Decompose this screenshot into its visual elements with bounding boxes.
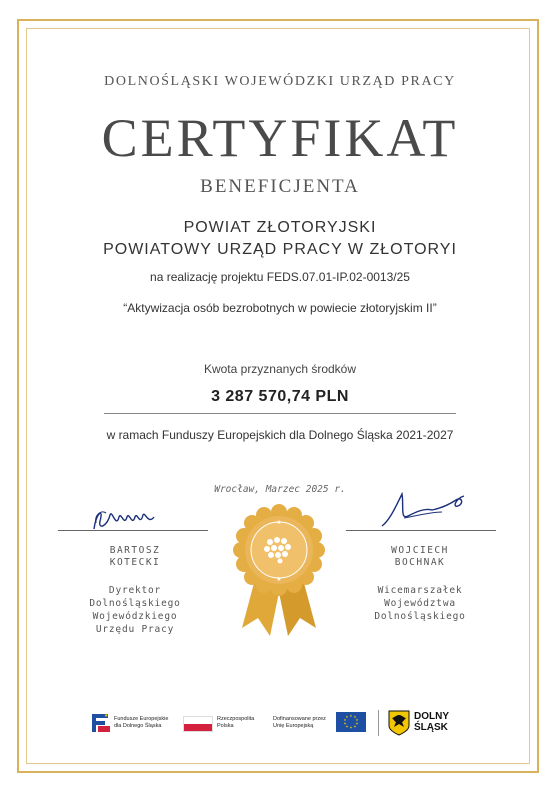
- certificate-subtitle: BENEFICJENTA: [200, 176, 360, 197]
- amount-value: 3 287 570,74 PLN: [211, 388, 349, 405]
- divider: [104, 413, 456, 414]
- dolny-slask-logo-text: [414, 711, 449, 733]
- svg-text:★: ★: [345, 724, 349, 729]
- svg-text:★: ★: [343, 718, 347, 722]
- right-signature-line: [346, 530, 496, 531]
- recipient-line-1: POWIAT ZŁOTORYJSKI: [183, 219, 377, 236]
- ue-line: Unię Europejską: [273, 722, 314, 729]
- right-role-line: Dolnośląskiego: [374, 611, 466, 622]
- left-role-line: Dolnośląskiego: [89, 598, 181, 609]
- left-role-line: Urzędu Pracy: [95, 624, 175, 635]
- fundusze-europejskie-logo-icon: [90, 710, 112, 734]
- svg-text:★: ★: [355, 718, 359, 722]
- fe-line: Fundusze Europejskie: [114, 716, 169, 722]
- svg-text:★: ★: [104, 713, 109, 719]
- rp-line: Polska: [217, 722, 234, 729]
- ds-line: DOLNY: [414, 711, 449, 722]
- ue-logo-text: [273, 716, 326, 729]
- left-signature-line: [58, 530, 208, 531]
- right-role-line: Województwa: [384, 598, 456, 609]
- svg-text:★: ★: [276, 577, 282, 583]
- svg-text:★: ★: [345, 715, 349, 719]
- svg-text:★: ★: [276, 520, 282, 526]
- eagle-crest-icon: [388, 710, 410, 736]
- svg-text:★: ★: [353, 724, 357, 729]
- left-signatory-name: [70, 545, 200, 569]
- recipient-line-2: POWIATOWY URZĄD PRACY W ZŁOTORYI: [103, 241, 457, 258]
- fe-line: dla Dolnego Śląska: [114, 722, 162, 729]
- svg-text:★: ★: [353, 715, 357, 719]
- left-role-line: Wojewódzkiego: [92, 611, 178, 622]
- ds-line: ŚLĄSK: [414, 722, 448, 733]
- project-title: “Aktywizacja osób bezrobotnych w powiecie złotoryjskim II”: [123, 301, 437, 315]
- program-text: w ramach Funduszy Europejskich dla Dolnego Śląska 2021-2027: [106, 428, 454, 442]
- right-name-last: BOCHNAK: [394, 557, 446, 568]
- ue-line: Dofinansowane przez: [273, 716, 326, 722]
- logo-strip: [90, 708, 480, 738]
- fe-logo-text: [114, 716, 168, 729]
- rp-logo-text: [217, 716, 254, 729]
- left-name-last: KOTECKI: [109, 557, 161, 568]
- left-name-first: BARTOSZ: [109, 545, 161, 556]
- right-signatory-name: [355, 545, 485, 569]
- svg-text:★: ★: [349, 725, 353, 730]
- certificate-title: CERTYFIKAT: [101, 108, 459, 168]
- left-role-line: Dyrektor: [108, 585, 162, 596]
- logo-separator: [378, 710, 379, 736]
- svg-text:★: ★: [343, 721, 347, 726]
- badge-rosette-icon: [224, 502, 334, 642]
- amount-label: Kwota przyznanych środków: [203, 362, 357, 376]
- right-name-first: WOJCIECH: [391, 545, 449, 556]
- polish-flag-icon: [183, 716, 213, 732]
- place-date: Wrocław, Marzec 2025 r.: [214, 484, 346, 495]
- rp-line: Rzeczpospolita: [217, 716, 255, 722]
- right-role-line: Wicemarszałek: [377, 585, 463, 596]
- project-intro: na realizację projektu FEDS.07.01-IP.02-0013/25: [150, 270, 410, 284]
- eu-flag-icon: [336, 712, 366, 732]
- svg-text:★: ★: [349, 714, 353, 718]
- left-signature-icon: [86, 503, 166, 537]
- left-signatory-role: [60, 584, 210, 636]
- svg-text:★: ★: [355, 721, 359, 726]
- right-signature-icon: [372, 486, 472, 532]
- right-signatory-role: [345, 584, 495, 623]
- issuer: DOLNOŚLĄSKI WOJEWÓDZKI URZĄD PRACY: [104, 74, 456, 89]
